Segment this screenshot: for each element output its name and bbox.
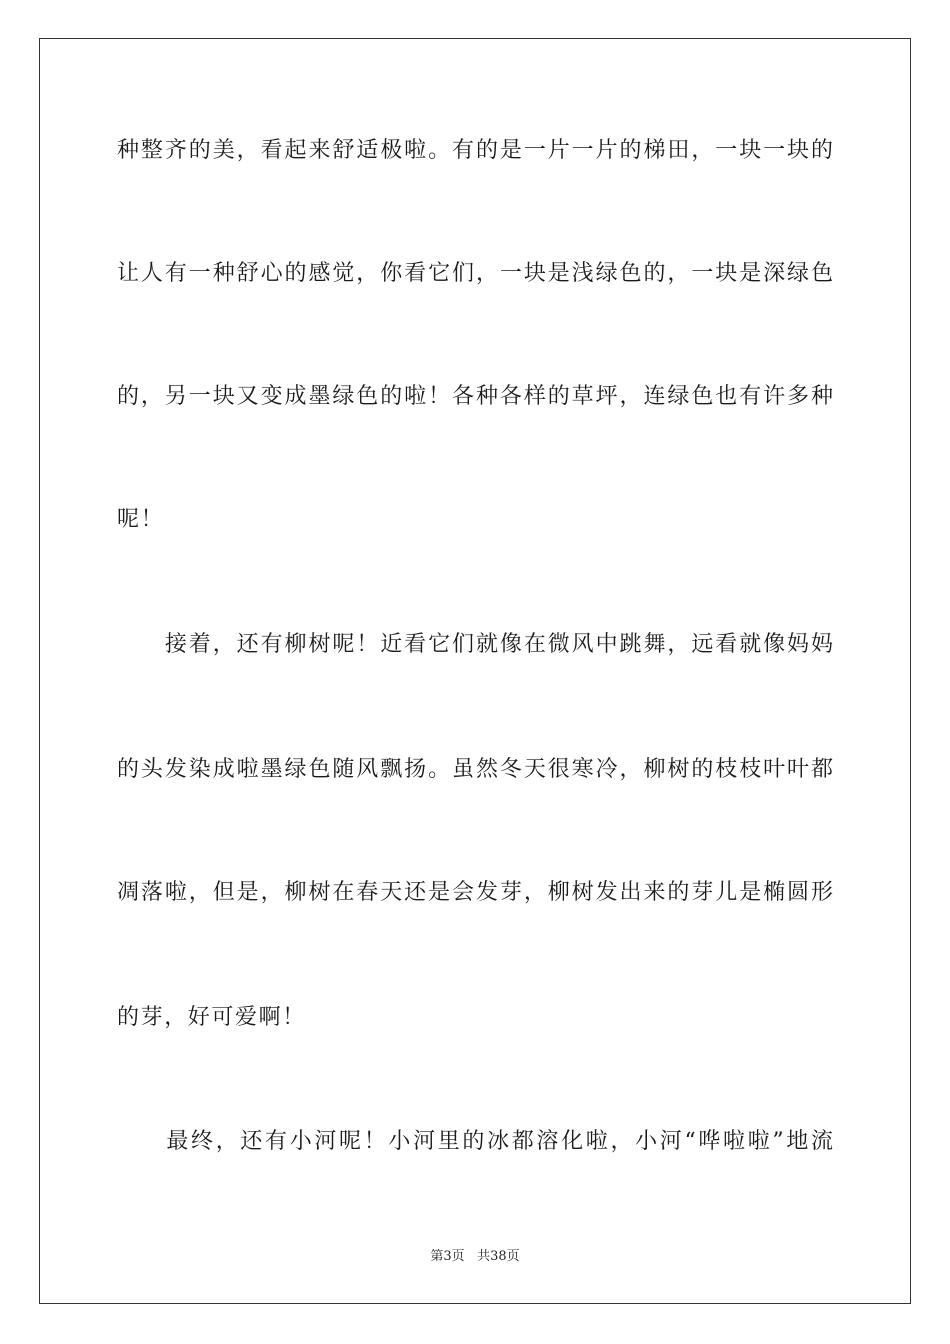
paragraph-start-line: 接着，还有柳树呢！近看它们就像在微风中跳舞，远看就像妈妈: [117, 632, 833, 657]
text-line-8: 的芽，好可爱啊！: [117, 1005, 306, 1030]
text-line-6: 的头发染成啦墨绿色随风飘扬。虽然冬天很寒冷，柳树的枝枝叶叶都: [117, 757, 833, 782]
page-total: 共38页: [477, 1249, 520, 1264]
paragraph-start-line: 最终，还有小河呢！小河里的冰都溶化啦，小河“哗啦啦”地流: [117, 1129, 833, 1154]
text-line-7: 凋落啦，但是，柳树在春天还是会发芽，柳树发出来的芽儿是椭圆形: [117, 880, 833, 905]
page-footer: [0, 1247, 950, 1267]
page-border: [39, 38, 911, 1304]
text-line-2: 让人有一种舒心的感觉，你看它们，一块是浅绿色的，一块是深绿色: [117, 261, 833, 286]
page-number: 第3页: [430, 1249, 465, 1264]
text-line-3: 的，另一块又变成墨绿色的啦！各种各样的草坪，连绿色也有许多种: [117, 384, 833, 409]
text-line-4: 呢！: [117, 507, 165, 532]
text-line-1: 种整齐的美，看起来舒适极啦。有的是一片一片的梯田，一块一块的: [117, 138, 833, 163]
